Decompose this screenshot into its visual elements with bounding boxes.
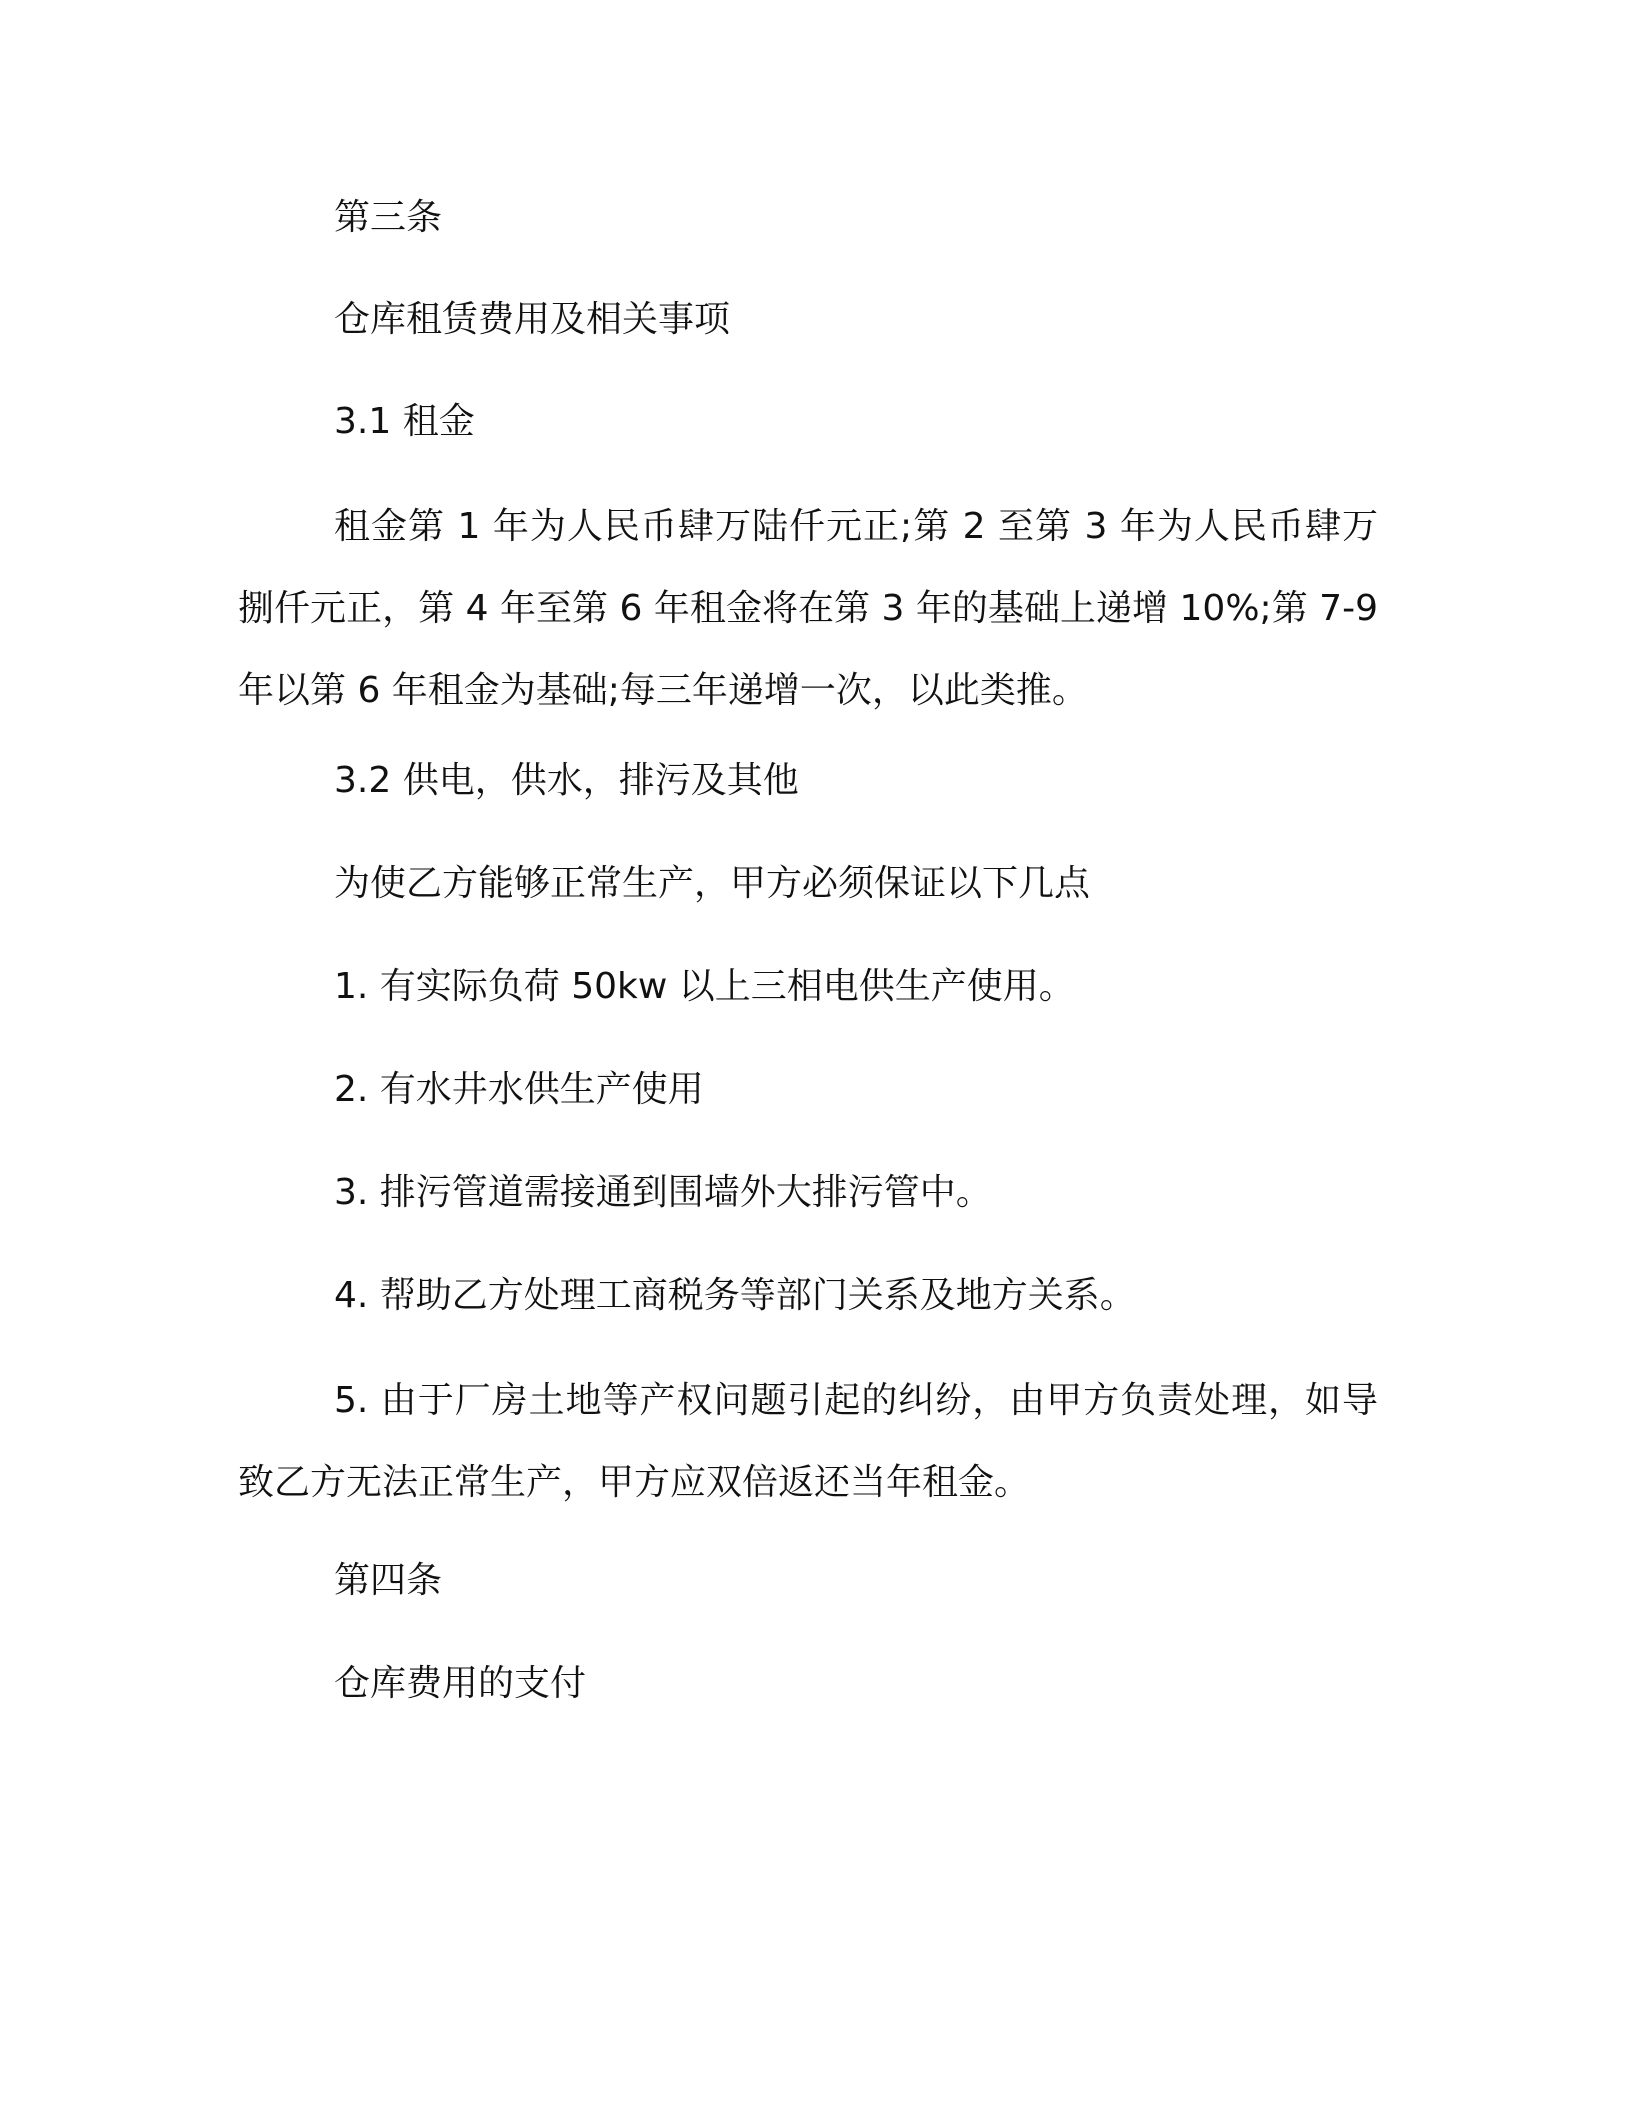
section-3-1-heading: 3.1 租金 (334, 401, 475, 442)
article-3-heading: 第三条 (334, 197, 443, 238)
list-item: 5. 由于厂房土地等产权问题引起的纠纷，由甲方负责处理，如导致乙方无法正常生产，甲方应双倍返还当年租金。 (238, 1380, 1378, 1503)
article-3-title: 仓库租赁费用及相关事项 (334, 299, 731, 340)
section-3-1-body: 租金第 1 年为人民币肆万陆仟元正;第 2 至第 3 年为人民币肆万捌仟元正，第 4 年至第 6 年租金将在第 3 年的基础上递增 10%;第 7-9 年以第 6 年租金为基础;每三年递增一次，以此类推。 (238, 506, 1378, 711)
section-3-2-intro: 为使乙方能够正常生产，甲方必须保证以下几点 (334, 863, 1091, 904)
list-item: 1. 有实际负荷 50kw 以上三相电供生产使用。 (334, 966, 1075, 1007)
article-4-heading: 第四条 (334, 1560, 443, 1601)
article-4-title: 仓库费用的支付 (334, 1663, 587, 1704)
list-item: 4. 帮助乙方处理工商税务等部门关系及地方关系。 (334, 1275, 1136, 1316)
list-item: 2. 有水井水供生产使用 (334, 1069, 704, 1110)
list-item: 3. 排污管道需接通到围墙外大排污管中。 (334, 1172, 992, 1213)
section-3-2-heading: 3.2 供电，供水，排污及其他 (334, 760, 799, 801)
